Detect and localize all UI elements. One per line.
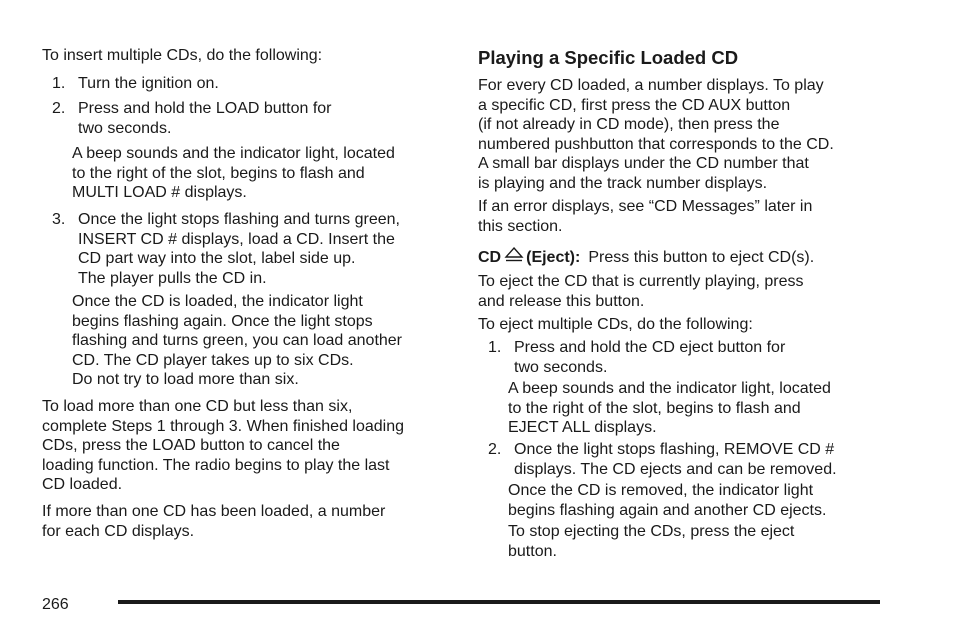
paragraph: For every CD loaded, a number displays. To play a specific CD, first press the CD AUX button (if not already in CD mode), then press the numbered pushbutton that corresponds to the CD. A small bar displays under the CD number that is playing and the track number displays.	[478, 77, 834, 192]
footer-rule	[118, 600, 880, 604]
paragraph: To eject the CD that is currently playing, press and release this button.	[478, 273, 804, 310]
paragraph: To eject multiple CDs, do the following:	[478, 316, 753, 333]
intro-text: To insert multiple CDs, do the following:	[42, 47, 323, 64]
list-item: 1. Press and hold the CD eject button for two seconds.	[488, 339, 786, 376]
paragraph: If more than one CD has been loaded, a number for each CD displays.	[42, 503, 386, 540]
eject-icon	[504, 246, 524, 264]
step-note: Once the CD is loaded, the indicator light begins flashing again. Once the light stops flashing and turns green, you can load another CD. The CD player takes up to six CDs. Do not try to load more than six.	[72, 293, 403, 388]
paragraph: To load more than one CD but less than six, complete Steps 1 through 3. When finished loading CDs, press the LOAD button to cancel the loading function. The radio begins to play the last CD loaded.	[42, 398, 405, 493]
section-heading: Playing a Specific Loaded CD	[478, 47, 739, 68]
eject-description: CD (Eject): Press this button to eject CD(s).	[478, 246, 814, 268]
paragraph: If an error displays, see “CD Messages” later in this section.	[478, 198, 813, 235]
step-note: A beep sounds and the indicator light, located to the right of the slot, begins to flash and EJECT ALL displays.	[508, 380, 831, 436]
step-note: Once the CD is removed, the indicator light begins flashing again and another CD ejects.	[508, 482, 827, 519]
list-item: 3. Once the light stops flashing and turns green, INSERT CD # displays, load a CD. Insert the CD part way into the slot, label side up. The player pulls the CD in.	[52, 211, 400, 287]
step-note: A beep sounds and the indicator light, located to the right of the slot, begins to flash and MULTI LOAD # displays.	[72, 145, 395, 201]
list-item: 2. Once the light stops flashing, REMOVE CD # displays. The CD ejects and can be removed.	[488, 441, 837, 478]
page-number: 266	[42, 596, 69, 613]
step-note: To stop ejecting the CDs, press the eject button.	[508, 523, 795, 560]
list-item: 1. Turn the ignition on.	[52, 75, 219, 92]
list-item: 2. Press and hold the LOAD button for two seconds.	[52, 100, 332, 137]
